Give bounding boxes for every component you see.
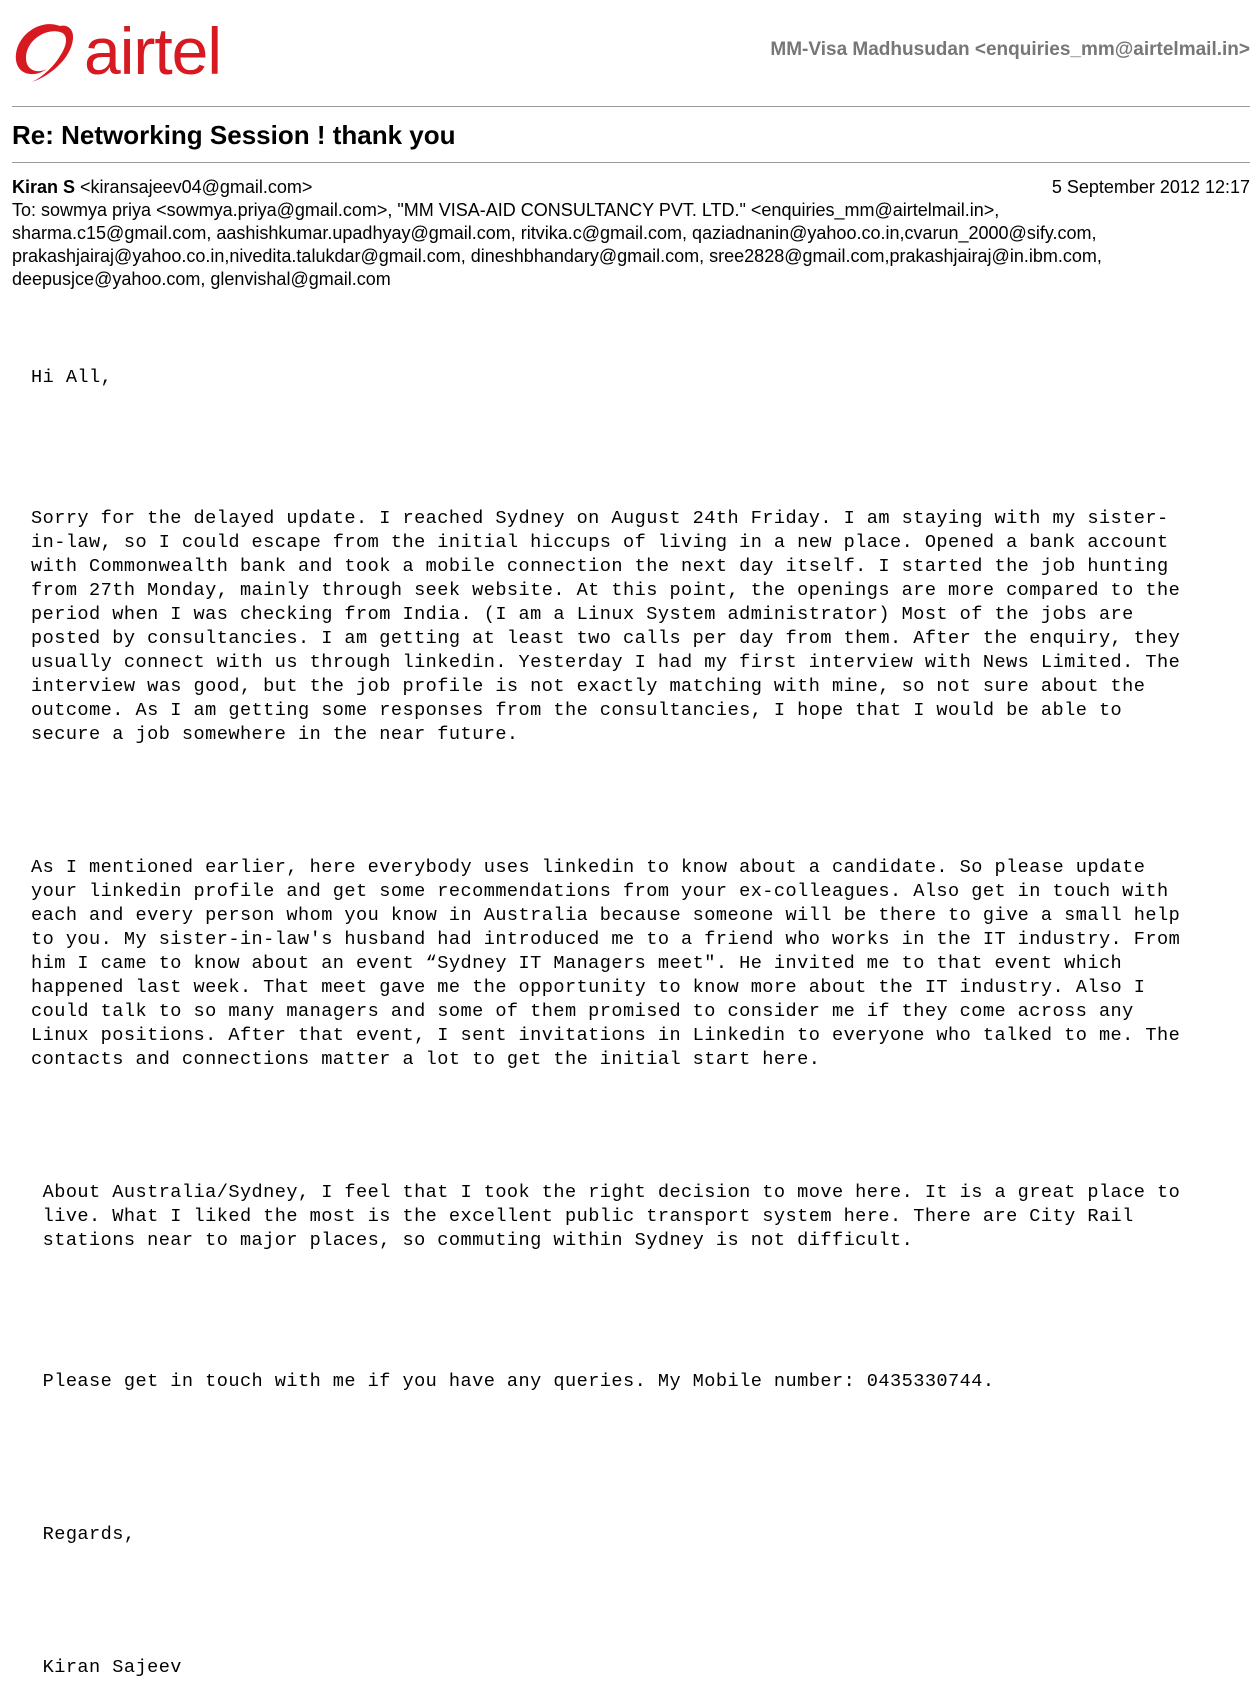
body-paragraph: Sorry for the delayed update. I reached Sydney on August 24th Friday. I am staying with my sister- in-law, so I could escape from the initial hiccups of living in a new place. Opened a bank account with Commonwealth bank and took a mobile connection the next day itself. I started the job hunting from 27th Monday, mainly through seek website. At this point, the openings are more compared to the period when I was checking from India. (I am a Linux System administrator) Most of the jobs are posted by consultancies. I am getting at least two calls per day from them. After the enquiry, they usually connect with us through linkedin. Yesterday I had my first interview with News Limited. The interview was good, but the job profile is not exactly matching with mine, so not sure about the outcome. As I am getting some responses from the consultancies, I hope that I would be able to secure a job somewhere in the near future. <box>31 508 1181 745</box>
account-identity: MM-Visa Madhusudan <enquiries_mm@airtelmail.in> <box>770 39 1250 60</box>
sender-name: Kiran S <box>12 177 76 197</box>
greeting: Hi All, <box>31 367 113 388</box>
message-body <box>31 318 1246 1704</box>
subject-divider <box>12 162 1250 163</box>
sender-email: <kiransajeev04@gmail.com> <box>80 177 313 197</box>
sent-date: 5 September 2012 12:17 <box>1051 177 1250 197</box>
recipients-line <box>12 199 1250 222</box>
signature: Kiran Sajeev <box>31 1657 182 1678</box>
closing: Regards, <box>31 1524 136 1545</box>
airtel-swoosh-icon <box>10 16 82 86</box>
body-paragraph: Please get in touch with me if you have any queries. My Mobile number: 0435330744. <box>31 1371 995 1392</box>
airtel-logo <box>10 16 240 86</box>
recipients-line: prakashjairaj@yahoo.co.in,nivedita.talukdar@gmail.com, dineshbhandary@gmail.com, sree2828@gmail.com,prakashjairaj@in.ibm.com, <box>12 246 1102 266</box>
print-header <box>0 0 1254 100</box>
recipients-line: deepusjce@yahoo.com, glenvishal@gmail.com <box>12 269 391 289</box>
recipients-text-1: sowmya priya <sowmya.priya@gmail.com>, "MM VISA-AID CONSULTANCY PVT. LTD." <enquiries_mm@airtelmail.in>, <box>41 200 1000 220</box>
recipients-line: sharma.c15@gmail.com, aashishkumar.upadhyay@gmail.com, ritvika.c@gmail.com, qaziadnanin@yahoo.co.in,cvarun_2000@sify.com, <box>12 223 1097 243</box>
airtel-wordmark: airtel <box>84 14 222 88</box>
message-headers <box>12 176 1250 291</box>
from-line <box>12 176 1250 199</box>
body-paragraph: About Australia/Sydney, I feel that I took the right decision to move here. It is a great place to live. What I liked the most is the excellent public transport system here. There are City Rail stations near to major places, so commuting within Sydney is not difficult. <box>42 1182 1181 1251</box>
recipients <box>12 199 1250 291</box>
header-divider <box>12 106 1250 107</box>
email-subject: Re: Networking Session ! thank you <box>12 120 456 150</box>
body-paragraph: As I mentioned earlier, here everybody uses linkedin to know about a candidate. So please update your linkedin profile and get some recommendations from your ex-colleagues. Also get in touch with each and every person whom you know in Australia because someone will be there to give a small help to you. My sister-in-law's husband had introduced me to a friend who works in the IT industry. From him I came to know about an event “Sydney IT Managers meet". He invited me to that event which happened last week. That meet gave me the opportunity to know more about the IT industry. Also I could talk to so many managers and some of them promised to consider me if they come across any Linux positions. After that event, I sent invitations in Linkedin to everyone who talked to me. The contacts and connections matter a lot to get the initial start here. <box>31 857 1181 1070</box>
to-label: To: <box>12 200 37 220</box>
